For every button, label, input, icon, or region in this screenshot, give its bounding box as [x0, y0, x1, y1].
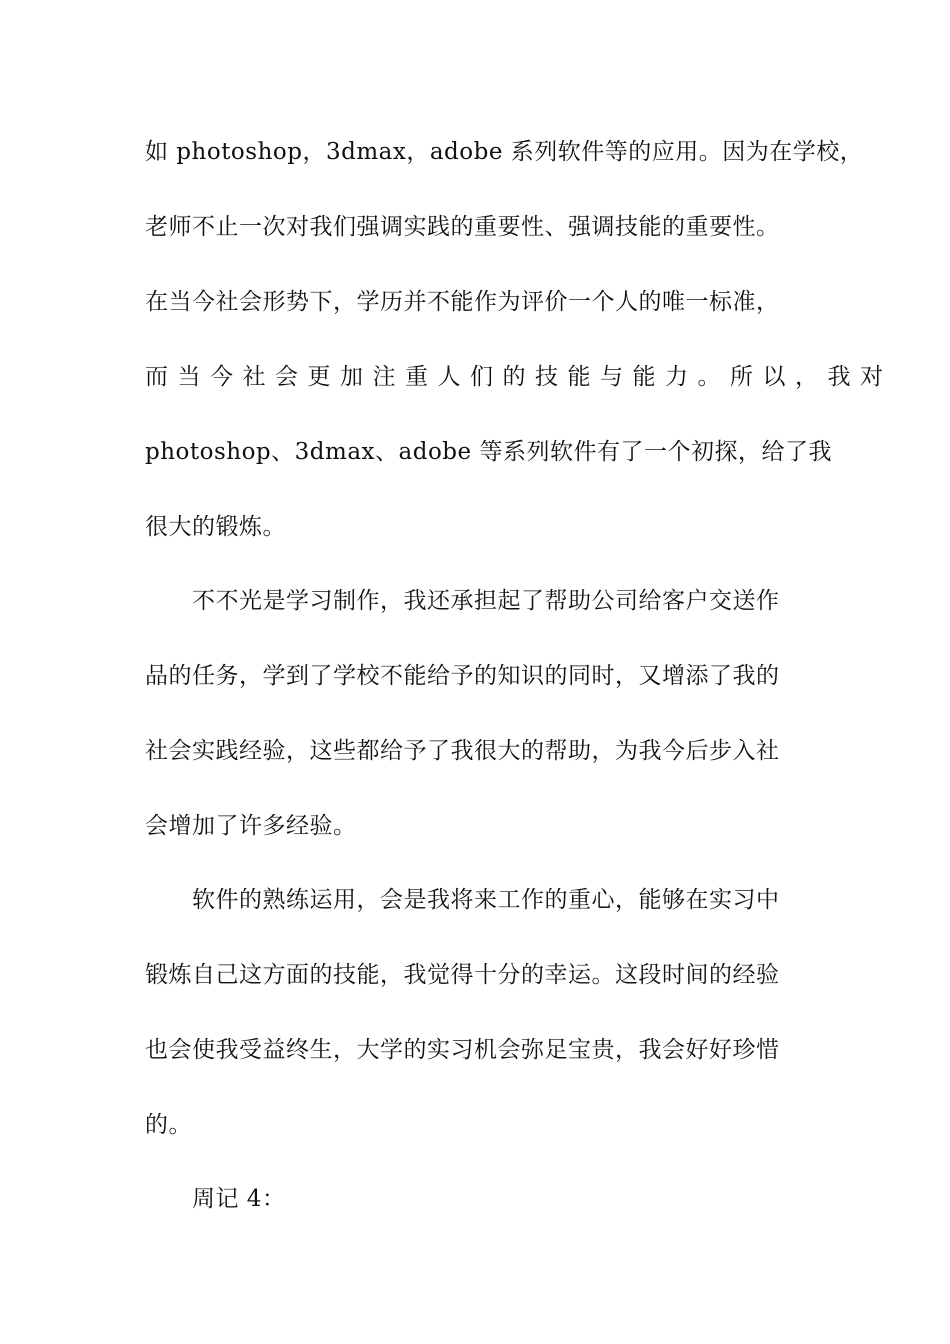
- text-line: 品的任务，学到了学校不能给予的知识的同时，又增添了我的: [145, 663, 780, 689]
- paragraph-first-line: 不不光是学习制作，我还承担起了帮助公司给客户交送作: [192, 588, 780, 614]
- section-heading: 周记 4：: [192, 1186, 286, 1212]
- text-line: 锻炼自己这方面的技能，我觉得十分的幸运。这段时间的经验: [145, 962, 780, 988]
- text-line: 很大的锻炼。: [145, 514, 286, 540]
- text-line: photoshop、3dmax、adobe 等系列软件有了一个初探，给了我: [145, 439, 832, 465]
- text-line: 会增加了许多经验。: [145, 813, 357, 839]
- text-line: 而当今社会更加注重人们的技能与能力。所以，我对: [145, 364, 893, 390]
- text-line: 的。: [145, 1112, 192, 1138]
- text-line: 也会使我受益终生，大学的实习机会弥足宝贵，我会好好珍惜: [145, 1037, 780, 1063]
- paragraph-first-line: 软件的熟练运用，会是我将来工作的重心，能够在实习中: [192, 887, 780, 913]
- text-line: 老师不止一次对我们强调实践的重要性、强调技能的重要性。: [145, 214, 780, 240]
- text-line: 社会实践经验，这些都给予了我很大的帮助，为我今后步入社: [145, 738, 780, 764]
- text-line: 如 photoshop，3dmax，adobe 系列软件等的应用。因为在学校，: [145, 139, 864, 165]
- text-line: 在当今社会形势下，学历并不能作为评价一个人的唯一标准，: [145, 289, 780, 315]
